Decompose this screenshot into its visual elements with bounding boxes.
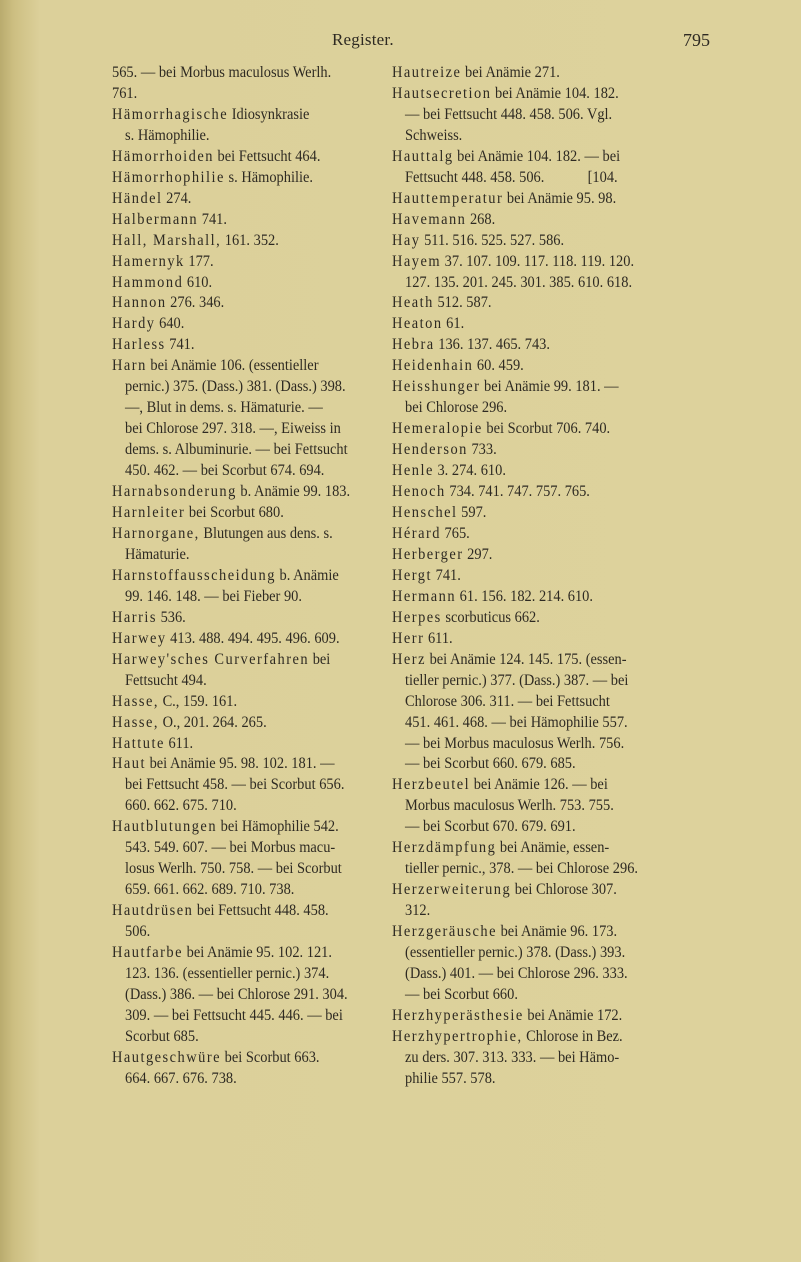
page-header-title: Register. <box>332 30 394 49</box>
index-continuation-line: Hämaturie. <box>125 545 190 563</box>
index-entry-line <box>392 838 648 859</box>
index-entry <box>112 650 387 692</box>
index-term: Herz <box>392 650 426 668</box>
index-term: Harnleiter <box>112 504 186 522</box>
index-references: 597. <box>457 504 487 522</box>
index-term: Hautblutungen <box>112 818 218 836</box>
index-continuation-line: — bei Morbus maculosus Werlh. 756. <box>405 734 625 752</box>
index-continuation-line: — bei Scorbut 670. 679. 691. <box>405 818 576 836</box>
index-term: Heisshunger <box>392 378 481 396</box>
index-entry-line <box>112 734 368 755</box>
index-entry-line <box>112 629 368 650</box>
index-entry <box>112 608 387 629</box>
index-continuation-line: Chlorose 306. 311. — bei Fettsucht <box>405 692 610 710</box>
index-term: Hall, Marshall, <box>112 231 222 249</box>
index-term: Haut <box>112 755 146 773</box>
index-term: Harnorgane, <box>112 524 200 542</box>
index-term: Halbermann <box>112 210 199 228</box>
index-entry-line <box>112 335 368 356</box>
index-entry-line <box>392 335 648 356</box>
index-entry <box>112 189 387 210</box>
index-entry-line <box>392 84 648 105</box>
index-term: Harless <box>112 336 166 354</box>
index-entry <box>112 168 387 189</box>
index-term: Harwey <box>112 629 167 647</box>
index-references: bei Anämie 104. 182. — bei <box>453 147 621 165</box>
index-term: Hattute <box>112 734 165 752</box>
index-entry <box>112 503 387 524</box>
index-entry <box>112 566 387 608</box>
index-references: 3. 274. 610. <box>433 462 506 480</box>
index-entry <box>392 252 667 294</box>
index-continuation-line: tieller pernic.) 377. (Dass.) 387. — bei <box>405 671 629 689</box>
index-references: 61. <box>442 315 465 333</box>
index-term: Henschel <box>392 504 458 522</box>
index-entry-line <box>392 210 648 231</box>
index-entry-line <box>112 293 368 314</box>
index-references: 611. <box>424 629 453 647</box>
index-entry-line <box>112 692 368 713</box>
index-entry <box>112 314 387 335</box>
index-entry <box>392 545 667 566</box>
index-references: bei Anämie 271. <box>461 64 560 81</box>
index-continuation-line: 450. 462. — bei Scorbut 674. 694. <box>125 462 325 480</box>
index-entry-line <box>392 252 648 273</box>
index-entry-line <box>112 713 368 734</box>
index-entry-line <box>392 629 648 650</box>
index-references: 276. 346. <box>166 294 225 312</box>
index-entry <box>392 440 667 461</box>
index-references: 741. <box>198 210 227 228</box>
index-entry <box>112 943 387 1048</box>
index-continuation-line: — bei Scorbut 660. 679. 685. <box>405 755 576 773</box>
index-entry-line <box>392 63 648 84</box>
index-entry <box>392 63 667 84</box>
index-entry-line <box>392 189 648 210</box>
index-entry-line <box>112 231 368 252</box>
index-entry <box>112 629 387 650</box>
index-term: Herzgeräusche <box>392 923 497 941</box>
index-continuation-line: Schweiss. <box>405 126 463 144</box>
index-term: Hautfarbe <box>112 944 184 962</box>
index-entry-line <box>112 817 368 838</box>
index-continuation-line: 543. 549. 607. — bei Morbus macu- <box>125 839 336 857</box>
index-entry-line <box>112 210 368 231</box>
index-references: bei Anämie 99. 181. — <box>480 378 619 396</box>
index-entry <box>112 524 387 566</box>
index-entry <box>392 231 667 252</box>
index-references: 741. <box>432 566 461 584</box>
index-entry <box>392 838 667 880</box>
index-entry-line <box>392 775 648 796</box>
index-continuation-line: 99. 146. 148. — bei Fieber 90. <box>125 587 302 605</box>
index-references: 37. 107. 109. 117. 118. 119. 120. <box>441 252 635 270</box>
index-references: bei Anämie 126. — bei <box>470 776 608 794</box>
index-references: 268. <box>466 210 496 228</box>
index-continuation-line: Morbus maculosus Werlh. 753. 755. <box>405 797 614 815</box>
index-term: Herzdämpfung <box>392 839 497 857</box>
index-entry <box>392 147 667 189</box>
index-entry-line <box>112 503 368 524</box>
index-term: Hérard <box>392 524 441 542</box>
index-references: bei Chlorose 307. <box>511 881 617 899</box>
index-continuation-line: 660. 662. 675. 710. <box>125 797 237 815</box>
index-term: Henle <box>392 462 434 480</box>
index-term: Harn <box>112 357 147 375</box>
index-references: bei Hämophilie 542. <box>217 818 339 836</box>
index-continuation-line: Scorbut 685. <box>125 1027 199 1045</box>
index-entry-line <box>392 482 648 503</box>
index-continuation-line: losus Werlh. 750. 758. — bei Scorbut <box>125 860 342 878</box>
index-references: s. Hämophilie. <box>224 168 313 186</box>
index-entry <box>392 1006 667 1027</box>
index-continuation-line: dems. s. Albuminurie. — bei Fettsucht <box>125 441 348 459</box>
index-entry-line <box>112 1048 368 1069</box>
index-references: 565. — bei Morbus maculosus Werlh. <box>112 64 332 81</box>
index-references: 611. <box>164 734 194 752</box>
index-entry <box>112 754 387 817</box>
index-continuation-line: —, Blut in dems. s. Hämaturie. — <box>125 399 323 417</box>
index-entry-line <box>112 63 368 84</box>
index-references: b. Anämie <box>275 566 339 584</box>
index-continuation-line: philie 557. 578. <box>405 1069 496 1087</box>
index-entry-line <box>392 566 648 587</box>
index-entry-line <box>392 545 648 566</box>
index-entry <box>112 734 387 755</box>
index-continuation-line: 659. 661. 662. 689. 710. 738. <box>125 881 295 899</box>
index-entry <box>112 105 387 147</box>
index-references: bei Anämie 96. 173. <box>496 923 618 941</box>
index-continuation-line: zu ders. 307. 313. 333. — bei Hämo- <box>405 1048 620 1066</box>
index-term: Hergt <box>392 566 433 584</box>
index-continuation-line: Fettsucht 494. <box>125 671 207 689</box>
index-continuation-line: 664. 667. 676. 738. <box>125 1069 237 1087</box>
index-references: 741. <box>165 336 195 354</box>
index-entry-line <box>392 377 648 398</box>
index-continuation-line: 127. 135. 201. 245. 301. 385. 610. 618. <box>405 273 633 291</box>
index-continuation-line: 123. 136. (essentieller pernic.) 374. <box>125 964 330 982</box>
index-term: Henderson <box>392 441 468 459</box>
index-entry-line <box>112 524 368 545</box>
index-entry <box>112 713 387 734</box>
index-continuation-line: 309. — bei Fettsucht 445. 446. — bei <box>125 1006 343 1024</box>
index-entry-line <box>392 1006 648 1027</box>
index-continuation-line: bei Chlorose 296. <box>405 399 508 417</box>
index-references: 640. <box>155 315 185 333</box>
index-references: bei Fettsucht 448. 458. <box>193 902 329 920</box>
index-entry <box>112 273 387 294</box>
index-references: bei Anämie 106. (essentieller <box>146 357 319 375</box>
index-entry <box>112 63 387 84</box>
index-entry <box>112 356 387 482</box>
index-entry <box>392 524 667 545</box>
index-term: Hautsecretion <box>392 84 492 102</box>
index-term: Hammond <box>112 273 184 291</box>
index-entry <box>392 419 667 440</box>
index-entry <box>392 335 667 356</box>
index-references: bei Anämie 124. 145. 175. (essen- <box>425 650 627 668</box>
index-continuation-line: bei Fettsucht 458. — bei Scorbut 656. <box>125 776 345 794</box>
index-term: Hayem <box>392 252 442 270</box>
index-entry-line <box>392 356 648 377</box>
index-entry-line <box>392 314 648 335</box>
index-continuation-line: — bei Fettsucht 448. 458. 506. Vgl. <box>405 105 613 123</box>
index-references: 413. 488. 494. 495. 496. 609. <box>166 629 340 647</box>
index-continuation-line: 312. <box>405 902 431 920</box>
index-term: Hay <box>392 231 421 249</box>
index-references: 61. 156. 182. 214. 610. <box>456 587 593 605</box>
index-entry <box>392 314 667 335</box>
index-references: bei Anämie 95. 98. 102. 181. — <box>145 755 335 773</box>
index-continuation-line: bei Chlorose 297. 318. —, Eiweiss in <box>125 420 341 438</box>
index-term: Harnabsonderung <box>112 483 237 501</box>
index-references: 274. <box>162 189 192 207</box>
index-entry <box>392 608 667 629</box>
index-entry <box>392 356 667 377</box>
index-references: 761. <box>112 84 138 102</box>
index-term: Hauttalg <box>392 147 454 165</box>
index-entry <box>112 482 387 503</box>
index-entry <box>112 293 387 314</box>
index-entry-line <box>392 587 648 608</box>
index-references: bei Scorbut 680. <box>185 504 284 522</box>
index-entry-line <box>392 608 648 629</box>
index-term: Harris <box>112 608 157 626</box>
index-continuation-line: tieller pernic., 378. — bei Chlorose 296. <box>405 860 639 878</box>
index-entry <box>392 566 667 587</box>
index-references: 733. <box>467 441 497 459</box>
index-entry <box>392 377 667 419</box>
index-entry <box>112 210 387 231</box>
index-references: bei Anämie 104. 182. <box>491 84 619 102</box>
index-continuation-line: (essentieller pernic.) 378. (Dass.) 393. <box>405 944 626 962</box>
page-number: 795 <box>683 30 710 50</box>
index-term: Hardy <box>112 315 156 333</box>
index-entry <box>392 922 667 1006</box>
index-entry <box>392 650 667 776</box>
index-entry <box>392 775 667 838</box>
index-term: Händel <box>112 189 163 207</box>
index-continuation-line: s. Hämophilie. <box>125 126 210 144</box>
index-term: Hemeralopie <box>392 420 483 438</box>
index-references: bei Fettsucht 464. <box>213 147 321 165</box>
index-entry-line <box>112 189 368 210</box>
index-term: Herzhyperästhesie <box>392 1006 524 1024</box>
index-entry-line <box>392 503 648 524</box>
index-entry <box>392 461 667 482</box>
index-term: Hämorrhagische <box>112 105 229 123</box>
index-term: Herzerweiterung <box>392 881 512 899</box>
index-entry-line <box>112 943 368 964</box>
index-entry-line <box>392 922 648 943</box>
index-references: 136. 137. 465. 743. <box>434 336 550 354</box>
index-references: 177. <box>184 252 214 270</box>
index-column-left <box>112 63 387 1090</box>
index-references: bei Scorbut 663. <box>221 1048 320 1066</box>
index-entry-line <box>392 880 648 901</box>
index-references: bei Anämie 95. 98. <box>503 189 617 207</box>
index-entry-line <box>392 440 648 461</box>
index-entry-line <box>112 84 368 105</box>
index-term: Heidenhain <box>392 357 474 375</box>
index-references: bei <box>309 650 331 668</box>
index-term: Harnstoffausscheidung <box>112 566 276 584</box>
index-continuation-line: 506. <box>125 923 151 941</box>
index-references: O., 201. 264. 265. <box>158 713 267 731</box>
index-term: Herr <box>392 629 425 647</box>
index-entry-line <box>112 105 368 126</box>
index-term: Havemann <box>392 210 467 228</box>
index-references: bei Anämie, essen- <box>496 839 610 857</box>
index-references: 765. <box>440 524 470 542</box>
index-term: Henoch <box>392 483 446 501</box>
index-continuation-line: — bei Scorbut 660. <box>405 985 518 1003</box>
index-references: 161. 352. <box>221 231 279 249</box>
index-references: 512. 587. <box>433 294 492 312</box>
index-continuation-line: (Dass.) 401. — bei Chlorose 296. 333. <box>405 964 628 982</box>
index-term: Herpes <box>392 608 442 626</box>
index-references: bei Anämie 95. 102. 121. <box>183 944 332 962</box>
index-entry-line <box>392 461 648 482</box>
index-entry-line <box>392 524 648 545</box>
index-entry <box>392 293 667 314</box>
index-continuation-line: 451. 461. 468. — bei Hämophilie 557. <box>405 713 628 731</box>
index-references: 297. <box>463 545 493 563</box>
index-entry-line <box>392 650 648 671</box>
index-references: C., 159. 161. <box>158 692 238 710</box>
index-entry-line <box>112 901 368 922</box>
index-continuation-line: (Dass.) 386. — bei Chlorose 291. 304. <box>125 985 348 1003</box>
index-references: Idiosynkrasie <box>228 105 310 123</box>
index-term: Harwey'sches Curverfahren <box>112 650 310 668</box>
index-entry-line <box>112 566 368 587</box>
index-entry-line <box>392 1027 648 1048</box>
index-entry <box>112 84 387 105</box>
index-term: Heath <box>392 294 434 312</box>
index-entry-line <box>112 252 368 273</box>
index-term: Hasse, <box>112 692 159 710</box>
index-entry <box>392 629 667 650</box>
index-entry <box>392 503 667 524</box>
index-references: 60. 459. <box>473 357 524 375</box>
index-entry <box>112 335 387 356</box>
index-term: Herzbeutel <box>392 776 471 794</box>
index-references: 511. 516. 525. 527. 586. <box>420 231 565 249</box>
index-entry-line <box>112 754 368 775</box>
index-entry <box>112 1048 387 1090</box>
index-entry <box>112 252 387 273</box>
index-term: Hebra <box>392 336 435 354</box>
index-entry-line <box>112 608 368 629</box>
index-column-right <box>392 63 667 1090</box>
index-references: b. Anämie 99. 183. <box>236 483 351 501</box>
index-term: Hautdrüsen <box>112 902 194 920</box>
index-continuation-line: pernic.) 375. (Dass.) 381. (Dass.) 398. <box>125 378 346 396</box>
index-entry <box>392 587 667 608</box>
index-term: Hämorrhoiden <box>112 147 214 165</box>
index-references: bei Anämie 172. <box>523 1006 623 1024</box>
index-references: 536. <box>156 608 186 626</box>
index-entry-line <box>112 356 368 377</box>
index-term: Hautgeschwüre <box>112 1048 222 1066</box>
index-term: Herberger <box>392 545 464 563</box>
index-references: Blutungen aus dens. s. <box>199 524 333 542</box>
index-term: Hamernyk <box>112 252 185 270</box>
index-term: Herzhypertrophie, <box>392 1027 523 1045</box>
index-references: bei Scorbut 706. 740. <box>482 420 611 438</box>
index-entry <box>112 817 387 901</box>
index-entry-line <box>392 419 648 440</box>
index-entry <box>392 880 667 922</box>
index-entry <box>112 692 387 713</box>
index-references: 734. 741. 747. 757. 765. <box>445 483 590 501</box>
index-entry-line <box>112 168 368 189</box>
index-term: Hannon <box>112 294 167 312</box>
index-term: Hautreize <box>392 64 462 81</box>
index-entry-line <box>392 231 648 252</box>
index-term: Hermann <box>392 587 457 605</box>
index-entry <box>112 901 387 943</box>
index-entry-line <box>392 147 648 168</box>
index-entry-line <box>112 650 368 671</box>
index-entry <box>112 147 387 168</box>
index-entry-line <box>112 147 368 168</box>
index-entry-line <box>392 293 648 314</box>
index-references: 610. <box>183 273 213 291</box>
index-term: Hasse, <box>112 713 159 731</box>
index-term: Heaton <box>392 315 443 333</box>
index-term: Hauttemperatur <box>392 189 504 207</box>
index-entry <box>112 231 387 252</box>
index-entry <box>392 482 667 503</box>
index-references: scorbuticus 662. <box>441 608 540 626</box>
index-entry <box>392 210 667 231</box>
index-references: Chlorose in Bez. <box>522 1027 623 1045</box>
index-entry <box>392 189 667 210</box>
index-entry-line <box>112 273 368 294</box>
index-entry <box>392 84 667 147</box>
index-entry-line <box>112 482 368 503</box>
index-term: Hämorrhophilie <box>112 168 225 186</box>
index-entry <box>392 1027 667 1090</box>
index-entry-line <box>112 314 368 335</box>
index-continuation-line: Fettsucht 448. 458. 506. [104. <box>405 168 618 186</box>
